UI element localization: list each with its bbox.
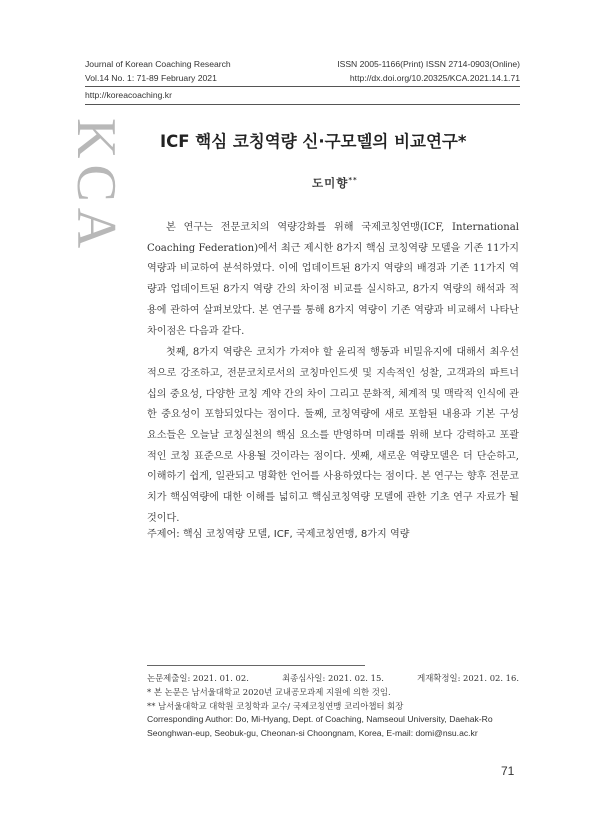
header-rule xyxy=(85,86,520,87)
issn-info: ISSN 2005-1166(Print) ISSN 2714-0903(Online) xyxy=(337,59,520,69)
paper-title: ICF 핵심 코칭역량 신·구모델의 비교연구* xyxy=(160,132,467,151)
page-number: 71 xyxy=(501,764,515,778)
doi-link[interactable]: http://dx.doi.org/10.20325/KCA.2021.14.1.71 xyxy=(349,73,520,83)
funding-footnote: * 본 논문은 남서울대학교 2020년 교내공모과제 지원에 의한 것임. xyxy=(147,687,391,697)
submission-dates xyxy=(147,672,519,684)
reviewed-date: 최종심사일: 2021. 02. 15. xyxy=(282,673,384,683)
journal-url[interactable]: http://koreacoaching.kr xyxy=(85,90,172,100)
author-name: 도미향 xyxy=(312,176,349,190)
affiliation-footnote: ** 남서울대학교 대학원 코칭학과 교수/ 국제코칭연맹 코리아챕터 회장 xyxy=(147,701,404,711)
author-mark: ** xyxy=(348,176,358,185)
corresponding-address: Seonghwan-eup, Seobuk-gu, Cheonan-si Choongnam, Korea, E-mail: domi@nsu.ac.kr xyxy=(147,728,478,738)
keywords xyxy=(147,525,410,540)
abstract xyxy=(147,218,519,531)
abstract-paragraph: 본 연구는 전문코치의 역량강화를 위해 국제코칭연맹(ICF, International Coaching Federation)에서 최근 제시한 8가지 핵심 코칭역량 모델을 기존 11가지 역량과 비교하여 분석하였다. 이에 업데이트된 8가지 역량의 배경과 기존 11가지 역량과 업데이트된 8가지 역량 간의 차이점 비교를 실시하고, 8가지 역량의 해석과 적용에 관하여 살펴보았다. 본 연구를 통해 8가지 역량이 기존 역량과 비교해서 나타난 차이점은 다음과 같다. xyxy=(147,222,519,337)
volume-info: Vol.14 No. 1: 71-89 February 2021 xyxy=(85,73,217,83)
abstract-paragraph: 첫째, 8가지 역량은 코치가 가져야 할 윤리적 행동과 비밀유지에 대해서 최우선적으로 강조하고, 전문코치로서의 코칭마인드셋 및 지속적인 성찰, 고객과의 파트너십의 중요성, 다양한 코칭 계약 간의 차이 그리고 문화적, 체계적 및 맥락적 인식에 관한 중요성이 포함되었다는 점이다. 둘째, 코칭역량에 새로 포함된 내용과 기본 구성 요소들은 오늘날 코칭실천의 핵심 요소를 반영하며 미래를 위해 보다 강력하고 포괄적인 코칭 표준으로 사용될 것이라는 점이다. 셋째, 새로운 역량모델은 더 단순하고, 이해하기 쉽게, 일관되고 명확한 언어를 사용하였다는 점이다. 본 연구는 향후 전문코치가 핵심역량에 대한 이해를 넓히고 핵심코칭역량 모델에 관한 기초 연구 자료가 될 것이다. xyxy=(147,347,519,524)
corresponding-author: Corresponding Author: Do, Mi-Hyang, Dept. of Coaching, Namseoul University, Daehak-Ro xyxy=(147,714,493,724)
kca-watermark: KCA xyxy=(65,118,127,255)
header-rule-bottom xyxy=(85,104,520,105)
footnote-rule xyxy=(147,665,365,666)
received-date: 논문제출일: 2021. 01. 02. xyxy=(147,673,249,683)
journal-name: Journal of Korean Coaching Research xyxy=(85,59,231,69)
keywords-label: 주제어: xyxy=(147,529,180,540)
keywords-value: 핵심 코칭역량 모델, ICF, 국제코칭연맹, 8가지 역량 xyxy=(182,529,410,540)
author-line xyxy=(312,175,358,191)
accepted-date: 게재확정일: 2021. 02. 16. xyxy=(417,673,519,683)
